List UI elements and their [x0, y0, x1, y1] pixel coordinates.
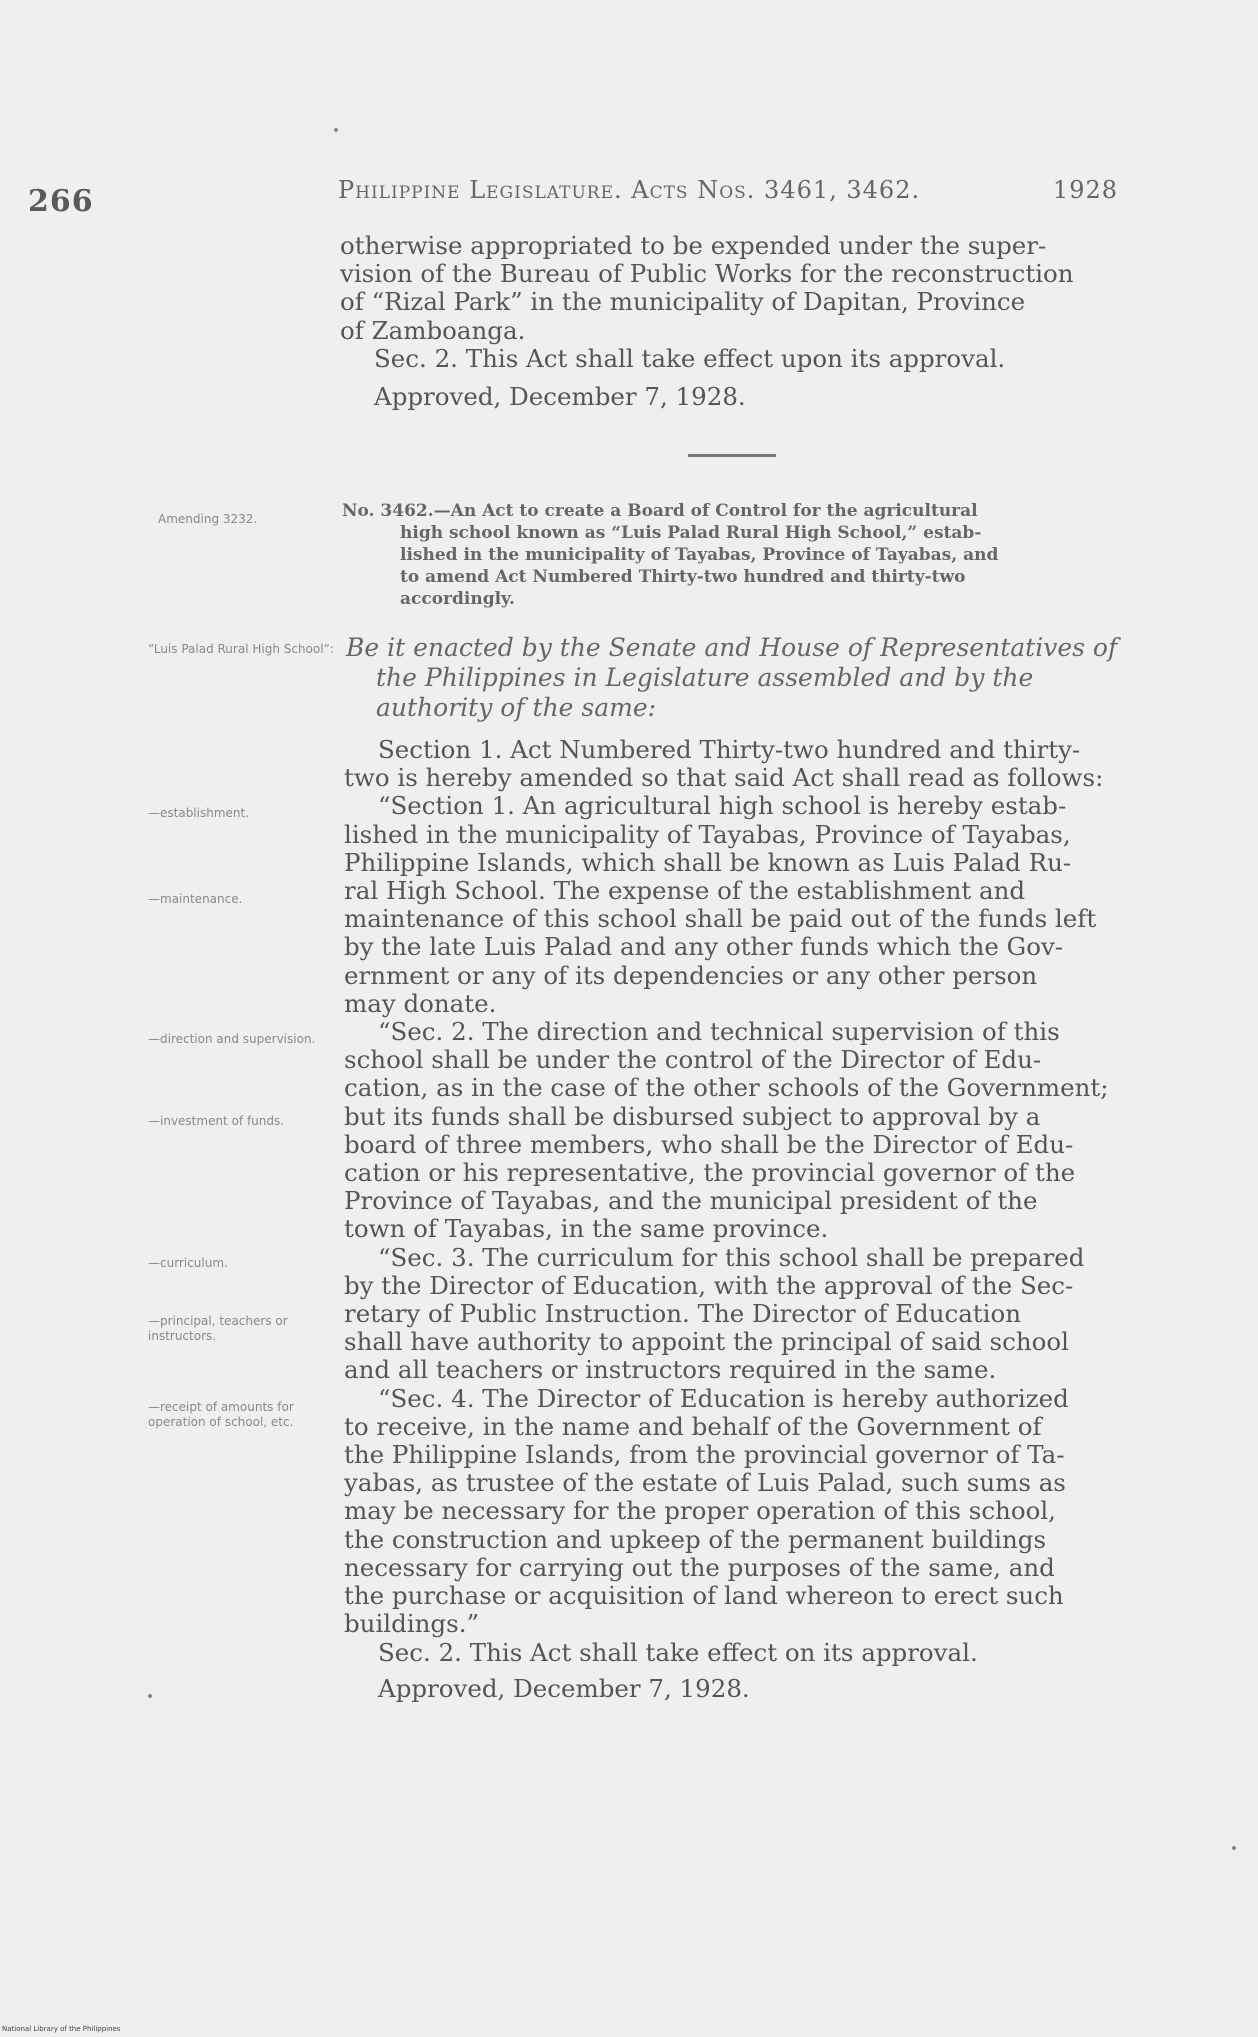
running-head-year: 1928: [1052, 176, 1118, 204]
text-line: and all teachers or instructors required in the same.: [344, 1355, 997, 1385]
text-line: cation or his representative, the provincial governor of the: [344, 1158, 1076, 1188]
text-line: school shall be under the control of the Director of Edu-: [344, 1045, 1042, 1075]
heading-line: high school known as “Luis Palad Rural High School,” estab-: [400, 523, 982, 543]
margin-note-direction: —direction and supervision.: [148, 1032, 316, 1046]
heading-line: accordingly.: [400, 589, 515, 609]
margin-note-maintenance: —maintenance.: [148, 892, 243, 906]
enacting-line: Be it enacted by the Senate and House of Representatives of: [346, 633, 1118, 662]
text-line: of “Rizal Park” in the municipality of Dapitan, Province: [340, 287, 1026, 317]
text-line: Province of Tayabas, and the municipal president of the: [344, 1186, 1038, 1216]
heading-line: to amend Act Numbered Thirty-two hundred and thirty-two: [400, 567, 966, 587]
text-line: “Sec. 4. The Director of Education is hereby authorized: [378, 1383, 1069, 1413]
act-3462-approved: Approved, December 7, 1928.: [378, 1673, 750, 1703]
text-line: but its funds shall be disbursed subject to approval by a: [344, 1101, 1041, 1131]
act-3461-continuation: [340, 232, 1130, 411]
act-3462-heading: [342, 500, 1130, 610]
heading-line: lished in the municipality of Tayabas, Province of Tayabas, and: [400, 545, 999, 565]
text-line: by the late Luis Palad and any other funds which the Gov-: [344, 932, 1064, 962]
text-line: by the Director of Education, with the approval of the Sec-: [344, 1270, 1074, 1300]
separator-rule: [688, 454, 776, 457]
enacting-line: authority of the same:: [376, 693, 657, 722]
scan-speck: [334, 128, 338, 132]
text-line: Philippine Islands, which shall be known as Luis Palad Ru-: [344, 847, 1072, 877]
text-line: Section 1. Act Numbered Thirty-two hundred and thirty-: [378, 735, 1081, 764]
text-line: of Zamboanga.: [340, 315, 526, 345]
text-line: yabas, as trustee of the estate of Luis Palad, such sums as: [344, 1468, 1066, 1498]
text-line: otherwise appropriated to be expended under the super-: [340, 231, 1047, 260]
text-line: town of Tayabas, in the same province.: [344, 1214, 829, 1244]
act-3462-body: [344, 736, 1132, 1703]
margin-note-curriculum: —curriculum.: [148, 1256, 228, 1270]
text-line: vision of the Bureau of Public Works for the reconstruction: [340, 259, 1074, 289]
enacting-line: the Philippines in Legislature assembled and by the: [376, 663, 1034, 692]
act-3461-sec2: Sec. 2. This Act shall take effect upon its approval.: [374, 343, 1006, 373]
text-line: “Section 1. An agricultural high school is hereby estab-: [378, 791, 1067, 821]
text-line: may be necessary for the proper operation of this school,: [344, 1496, 1056, 1526]
text-line: the construction and upkeep of the permanent buildings: [344, 1524, 1047, 1554]
text-line: maintenance of this school shall be paid out of the funds left: [344, 904, 1097, 934]
text-line: ernment or any of its dependencies or any other person: [344, 960, 1038, 990]
margin-note-investment: —investment of funds.: [148, 1114, 285, 1128]
text-line: buildings.”: [344, 1609, 480, 1639]
text-line: the Philippine Islands, from the provincial governor of Ta-: [344, 1440, 1065, 1470]
page-number: 266: [28, 184, 94, 219]
text-line: necessary for carrying out the purposes of the same, and: [344, 1552, 1055, 1582]
text-line: the purchase or acquisition of land whereon to erect such: [344, 1581, 1064, 1611]
text-line: shall have authority to appoint the principal of said school: [344, 1327, 1069, 1357]
enacting-clause: [346, 633, 1136, 723]
text-line: cation, as in the case of the other schools of the Government;: [344, 1073, 1109, 1103]
act-3461-approved: Approved, December 7, 1928.: [374, 382, 746, 412]
act-3462-sec2: Sec. 2. This Act shall take effect on its approval.: [378, 1637, 978, 1667]
scan-speck: [148, 1694, 152, 1698]
margin-note-school: “Luis Palad Rural High School”:: [148, 642, 334, 656]
footer-credit: National Library of the Philippines: [2, 2025, 121, 2033]
margin-note-establishment: —establishment.: [148, 806, 250, 820]
margin-note-receipt: —receipt of amounts for operation of school, etc.: [148, 1400, 294, 1429]
heading-line: No. 3462.—An Act to create a Board of Control for the agricultural: [342, 501, 978, 521]
margin-note-principal: —principal, teachers or instructors.: [148, 1314, 288, 1343]
running-head: [338, 176, 1118, 204]
running-head-title: Philippine Legislature. Acts Nos. 3461, 3462.: [338, 176, 921, 204]
text-line: to receive, in the name and behalf of the Government of: [344, 1411, 1042, 1441]
text-line: two is hereby amended so that said Act shall read as follows:: [344, 763, 1104, 793]
text-line: “Sec. 2. The direction and technical supervision of this: [378, 1017, 1060, 1047]
text-line: ral High School. The expense of the establishment and: [344, 876, 1026, 906]
margin-note-amending: Amending 3232.: [158, 512, 258, 526]
text-line: board of three members, who shall be the Director of Edu-: [344, 1129, 1074, 1159]
text-line: may donate.: [344, 988, 497, 1018]
scan-speck: [1232, 1846, 1236, 1850]
text-line: retary of Public Instruction. The Director of Education: [344, 1299, 1022, 1329]
text-line: “Sec. 3. The curriculum for this school shall be prepared: [378, 1242, 1085, 1272]
text-line: lished in the municipality of Tayabas, Province of Tayabas,: [344, 819, 1071, 849]
